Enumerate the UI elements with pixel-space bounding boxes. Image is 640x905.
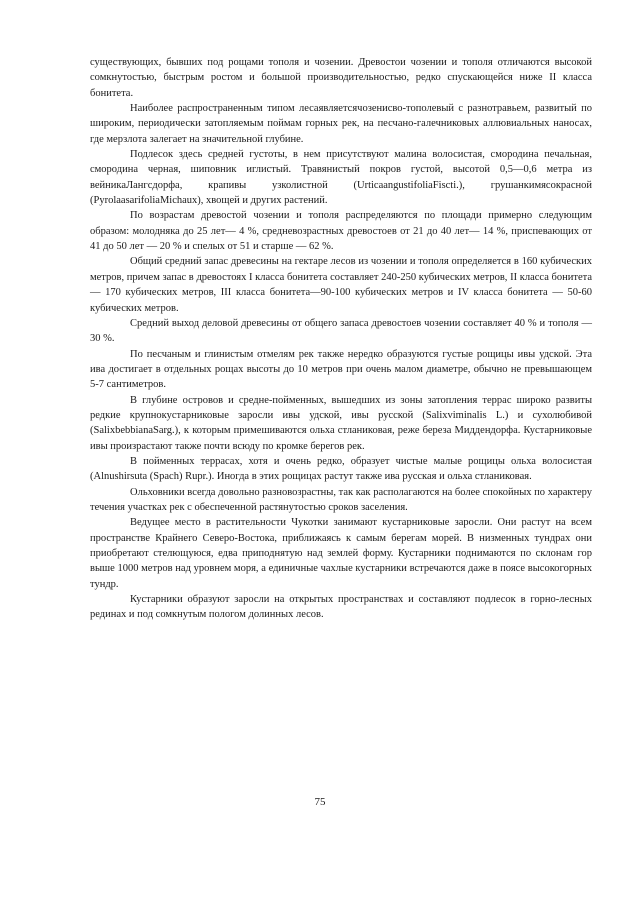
paragraph: Наиболее распространенным типом лесаявляетсячозенисво-тополевый с разнотравьем, развитый по широким, периодически затопляемым поймам горных рек, на песчано-галечниковых аллювиальных наносах, где мерзлота залегает на значительной глубине. (90, 103, 592, 145)
paragraph: Ведущее место в растительности Чукотки занимают кустарниковые заросли. Они растут на всем пространстве Крайнего Северо-Востока, приближаясь к самым берегам морей. В низменных тундрах они приобретают стелющуюся, едва приподнятую над землей форму. Кустарники поднимаются по склонам гор выше 1000 метров над уровнем моря, а единичные чахлые кустарники встречаются даже в поясе высокогорных тундр. (90, 517, 592, 590)
paragraph: существующих, бывших под рощами тополя и чозении. Древостои чозении и тополя отличаются высокой сомкнутостью, быстрым ростом и большой производительностью, редко спускающейся ниже II класса бонитета. (90, 57, 592, 99)
paragraph: Подлесок здесь средней густоты, в нем присутствуют малина волосистая, смородина печальная, смородина черная, шиповник иглистый. Травянистый покров густой, высотой 0,5—0,6 метра из вейникаЛангсдорфа, крапивы узколистной (UrticaangustifoliaFiscti.), грушанкимясокрасной (PyrolaasarifoliaMichaux), хвощей и других растений. (90, 149, 592, 207)
paragraph: Средний выход деловой древесины от общего запаса древостоев чозении составляет 40 % и тополя —30 %. (90, 317, 592, 345)
paragraph: Ольховники всегда довольно разновозрастны, так как располагаются на более спокойных по характеру течения участках рек с обеспеченной растянутостью сроков заселения. (90, 486, 592, 513)
paragraph: По песчаным и глинистым отмелям рек также нередко образуются густые рощицы ивы удской. Эта ива достигает в отдельных рощах высоты до 10 метров при очень малом диаметре, обычно не превышающем 5-7 сантиметров. (90, 348, 592, 391)
paragraph: Кустарники образуют заросли на открытых пространствах и составляют подлесок в горно-лесных рединах и под сомкнутым пологом долинных лесов. (90, 594, 592, 621)
page-number: 75 (314, 796, 326, 808)
paragraph: Общий средний запас древесины на гектаре лесов из чозении и тополя определяется в 160 кубических метров, причем запас в древостоях I класса бонитета составляет 240-250 кубических метров, II класса бонитета— 170 кубических метров, III класса бонитета—90-100 кубических метров и IV класса бонитета — 50-60 кубических метров. (90, 256, 592, 314)
paragraph: В глубине островов и средне-пойменных, вышедших из зоны затопления террас широко развиты редкие крупнокустарниковые заросли ивы удской, ивы русской (Salixviminalis L.) и сухолюбивой (SalixbebbianaSarg.), к которым примешиваются ольха стланиковая, реже береза Миддендорфа. Кустарниковые ивы произрастают также почти всюду по кромке берегов рек. (90, 394, 592, 452)
paragraph: По возрастам древостой чозении и тополя распределяются по площади примерно следующим образом: молодняка до 25 лет— 4 %, средневозрастных древостоев от 21 до 40 лет— 14 %, приспевающих от 41 до 50 лет — 20 % и спелых от 51 и старше — 62 %. (90, 210, 592, 253)
paragraph: В пойменных террасах, хотя и очень редко, образует чистые малые рощицы ольха волосистая (Alnushirsuta (Spach) Rupr.). Иногда в этих рощицах растут также ива русская и ольха стланиковая. (90, 455, 592, 483)
body-text (90, 55, 592, 623)
